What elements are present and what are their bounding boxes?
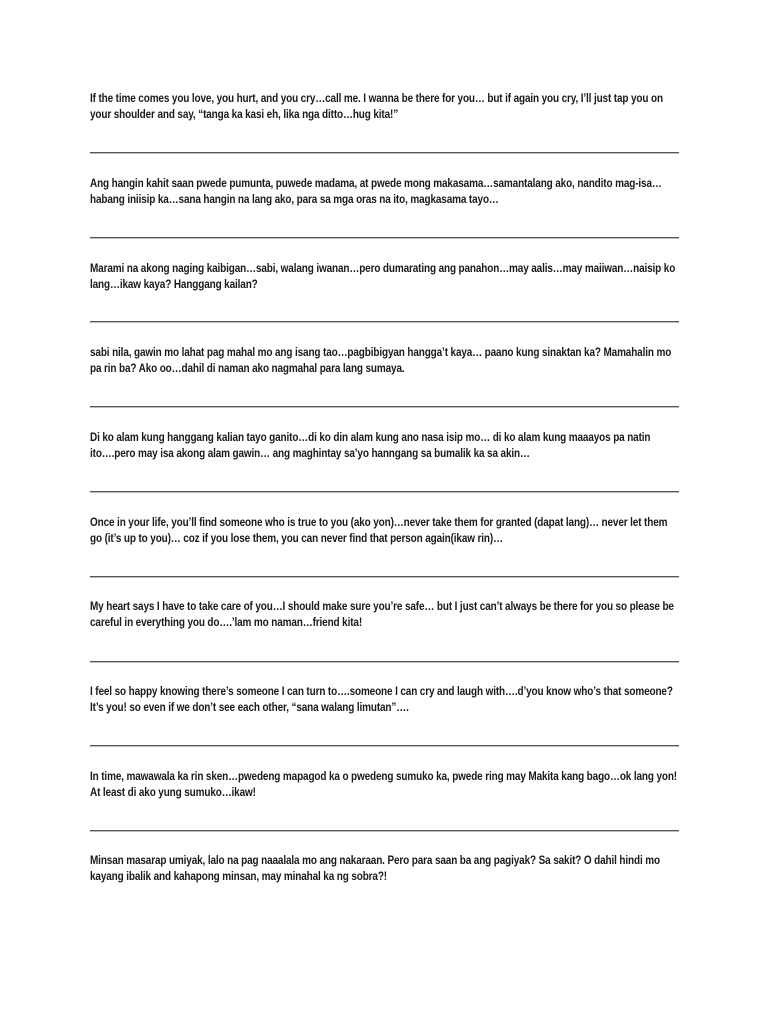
divider-line <box>90 491 679 493</box>
divider-line <box>90 237 679 239</box>
quote-paragraph: If the time comes you love, you hurt, and you cry…call me. I wanna be there for you… but if again you cry, I’ll just tap you on your shoulder and say, “tanga ka kasi eh, lika nga ditto…hug kita!” <box>90 92 663 121</box>
divider-line <box>90 830 679 832</box>
divider-line <box>90 152 679 154</box>
divider-line <box>90 661 679 663</box>
divider-line <box>90 406 679 408</box>
divider-line <box>90 745 679 747</box>
divider-line <box>90 576 679 578</box>
quote-paragraph: Once in your life, you’ll find someone who is true to you (ako yon)…never take them for granted (dapat lang)… never let them go (it’s up to you)… coz if you lose them, you can never find that person again(ikaw rin)… <box>90 516 668 545</box>
quote-paragraph: Minsan masarap umiyak, lalo na pag naaalala mo ang nakaraan. Pero para saan ba ang pagiyak? Sa sakit? O dahil hindi mo kayang ibalik and kahapong minsan, may minahal ka ng sobra?! <box>90 854 660 883</box>
quote-paragraph: Di ko alam kung hanggang kalian tayo ganito…di ko din alam kung ano nasa isip mo… di ko alam kung maaayos pa natin ito….pero may isa akong alam gawin… ang maghintay sa’yo hanngang sa bumalik ka sa akin… <box>90 431 651 460</box>
divider-line <box>90 321 679 323</box>
quote-paragraph: Ang hangin kahit saan pwede pumunta, puwede madama, at pwede mong makasama…samantalang ako, nandito mag-isa…habang iniisip ka…sana hangin na lang ako, para sa mga oras na ito, magkasama tayo… <box>90 177 662 206</box>
quote-paragraph: I feel so happy knowing there’s someone I can turn to….someone I can cry and laugh with….d’you know who’s that someone? It’s you! so even if we don’t see each other, “sana walang limutan”…. <box>90 685 673 714</box>
quote-paragraph: sabi nila, gawin mo lahat pag mahal mo ang isang tao…pagbibigyan hangga’t kaya… paano kung sinaktan ka? Mamahalin mo pa rin ba? Ako oo…dahil di naman ako nagmahal para lang sumaya. <box>90 346 672 375</box>
quote-paragraph: Marami na akong naging kaibigan…sabi, walang iwanan…pero dumarating ang panahon…may aalis…may maiiwan…naisip ko lang…ikaw kaya? Hanggang kailan? <box>90 262 676 291</box>
quote-paragraph: In time, mawawala ka rin sken…pwedeng mapagod ka o pwedeng sumuko ka, pwede ring may Makita kang bago…ok lang yon! At least di ako yung sumuko…ikaw! <box>90 770 678 799</box>
quote-paragraph: My heart says I have to take care of you…I should make sure you’re safe… but I just can’t always be there for you so please be careful in everything you do….’lam mo naman…friend kita! <box>90 600 674 629</box>
